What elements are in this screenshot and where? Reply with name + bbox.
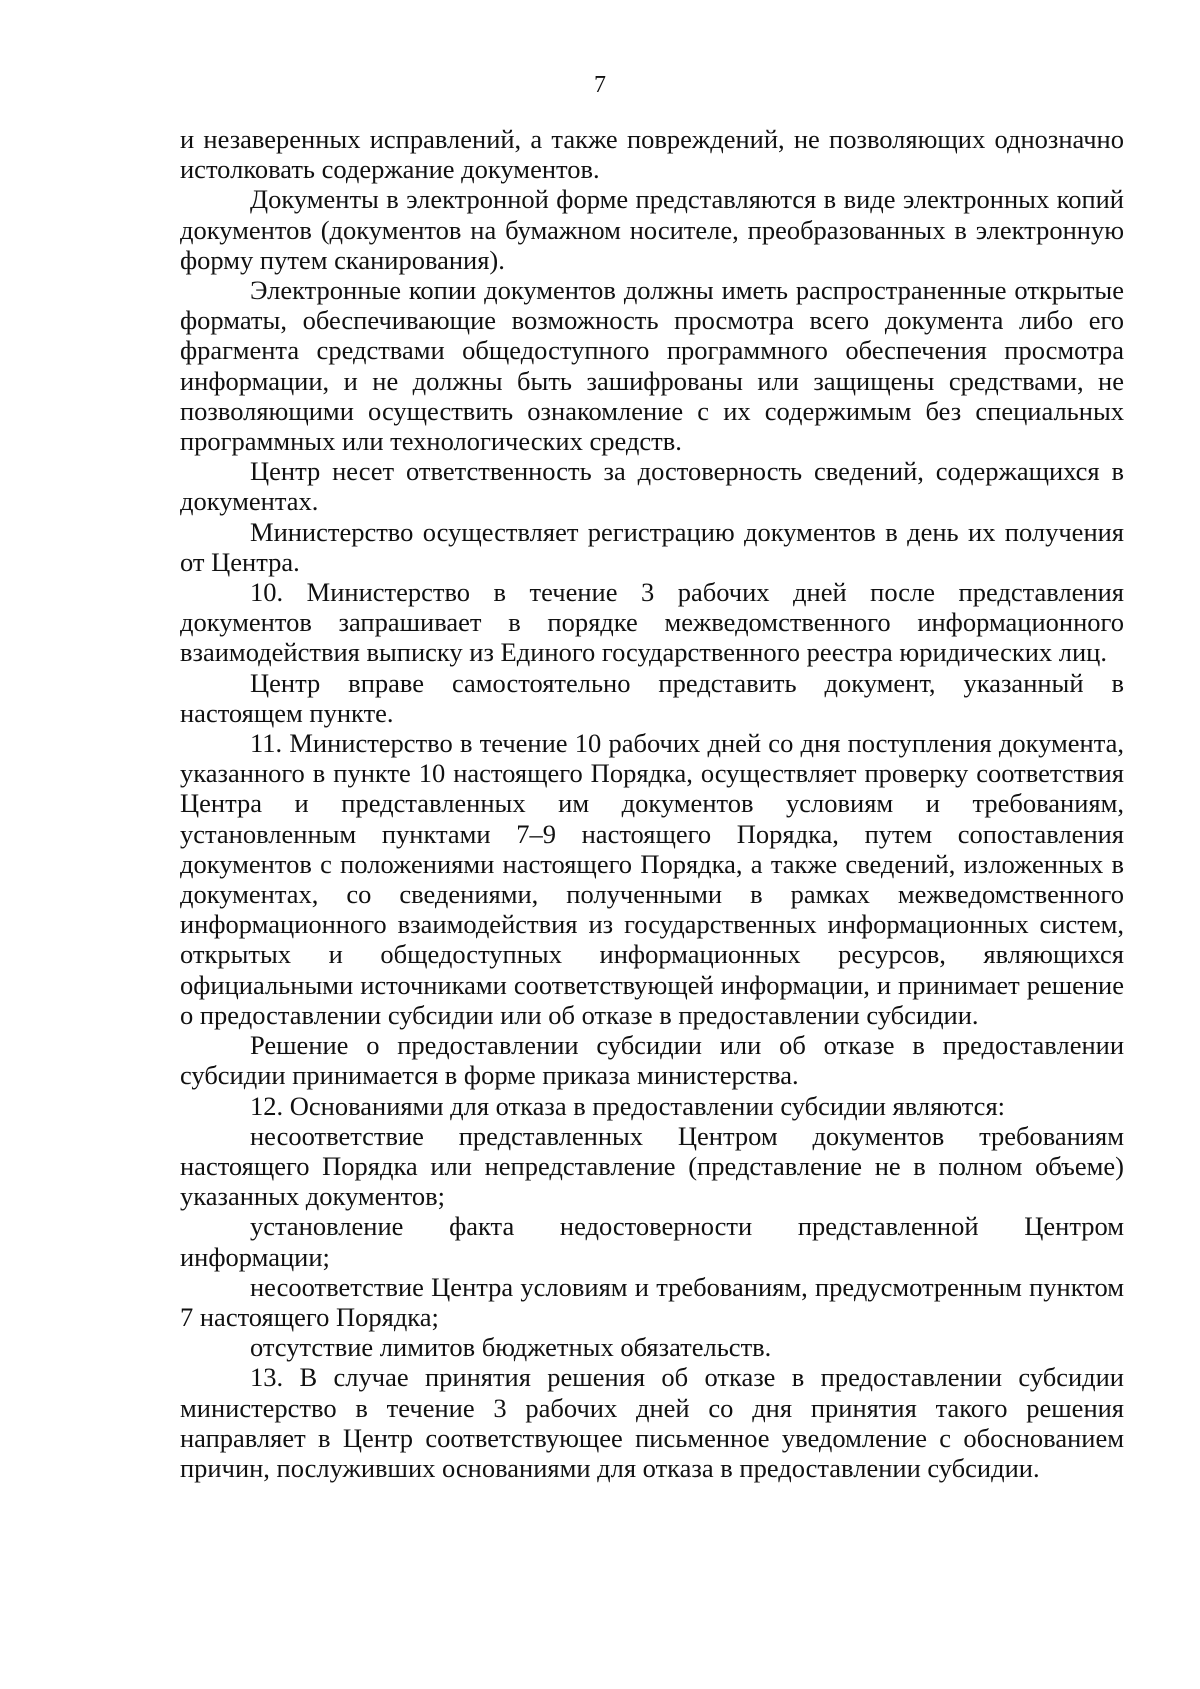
document-body (180, 124, 1124, 1483)
paragraph: Центр несет ответственность за достоверность сведений, содержащихся в документах. (180, 456, 1124, 517)
paragraph: Решение о предоставлении субсидии или об отказе в предоставлении субсидии принимается в форме приказа министерства. (180, 1030, 1124, 1091)
page-number: 7 (594, 72, 606, 98)
paragraph-item-12: 12. Основаниями для отказа в предоставлении субсидии являются: (250, 1090, 1005, 1121)
paragraph: Электронные копии документов должны иметь распространенные открытые форматы, обеспечивающие возможность просмотра всего документа либо его фрагмента средствами общедоступного программного обеспечения просмотра информации, и не должны быть зашифрованы или защищены средствами, не позволяющими осуществить ознакомление с их содержимым без специальных программных или технологических средств. (180, 275, 1124, 457)
paragraph-item-11: 11. Министерство в течение 10 рабочих дней со дня поступления документа, указанного в пункте 10 настоящего Порядка, осуществляет проверку соответствия Центра и представленных им документов условиям и требованиям, установленным пунктами 7–9 настоящего Порядка, путем сопоставления документов с положениями настоящего Порядка, а также сведений, изложенных в документах, со сведениями, полученными в рамках межведомственного информационного взаимодействия из государственных информационных систем, открытых и общедоступных информационных ресурсов, являющихся официальными источниками соответствующей информации, и принимает решение о предоставлении субсидии или об отказе в предоставлении субсидии. (180, 728, 1124, 1030)
paragraph: Документы в электронной форме представляются в виде электронных копий документов (документов на бумажном носителе, преобразованных в электронную форму путем сканирования). (180, 184, 1124, 275)
paragraph: и незаверенных исправлений, а также повреждений, не позволяющих однозначно истолковать содержание документов. (180, 124, 1124, 185)
refusal-ground: отсутствие лимитов бюджетных обязательств. (250, 1332, 772, 1363)
paragraph: Министерство осуществляет регистрацию документов в день их получения от Центра. (180, 516, 1124, 577)
paragraph-item-10: 10. Министерство в течение 3 рабочих дней после представления документов запрашивает в порядке межведомственного информационного взаимодействия выписку из Единого государственного реестра юридических лиц. (180, 577, 1124, 668)
paragraph-item-13: 13. В случае принятия решения об отказе в предоставлении субсидии министерство в течение 3 рабочих дней со дня принятия такого решения направляет в Центр соответствующее письменное уведомление с обоснованием причин, послуживших основаниями для отказа в предоставлении субсидии. (180, 1362, 1124, 1483)
refusal-ground: несоответствие представленных Центром документов требованиям настоящего Порядка или непредставление (представление не в полном объеме) указанных документов; (180, 1120, 1124, 1212)
refusal-ground: установление факта недостоверности представленной Центром информации; (180, 1211, 1124, 1272)
refusal-ground: несоответствие Центра условиям и требованиям, предусмотренным пунктом 7 настоящего Порядка; (180, 1271, 1124, 1332)
paragraph: Центр вправе самостоятельно представить документ, указанный в настоящем пункте. (180, 667, 1124, 728)
